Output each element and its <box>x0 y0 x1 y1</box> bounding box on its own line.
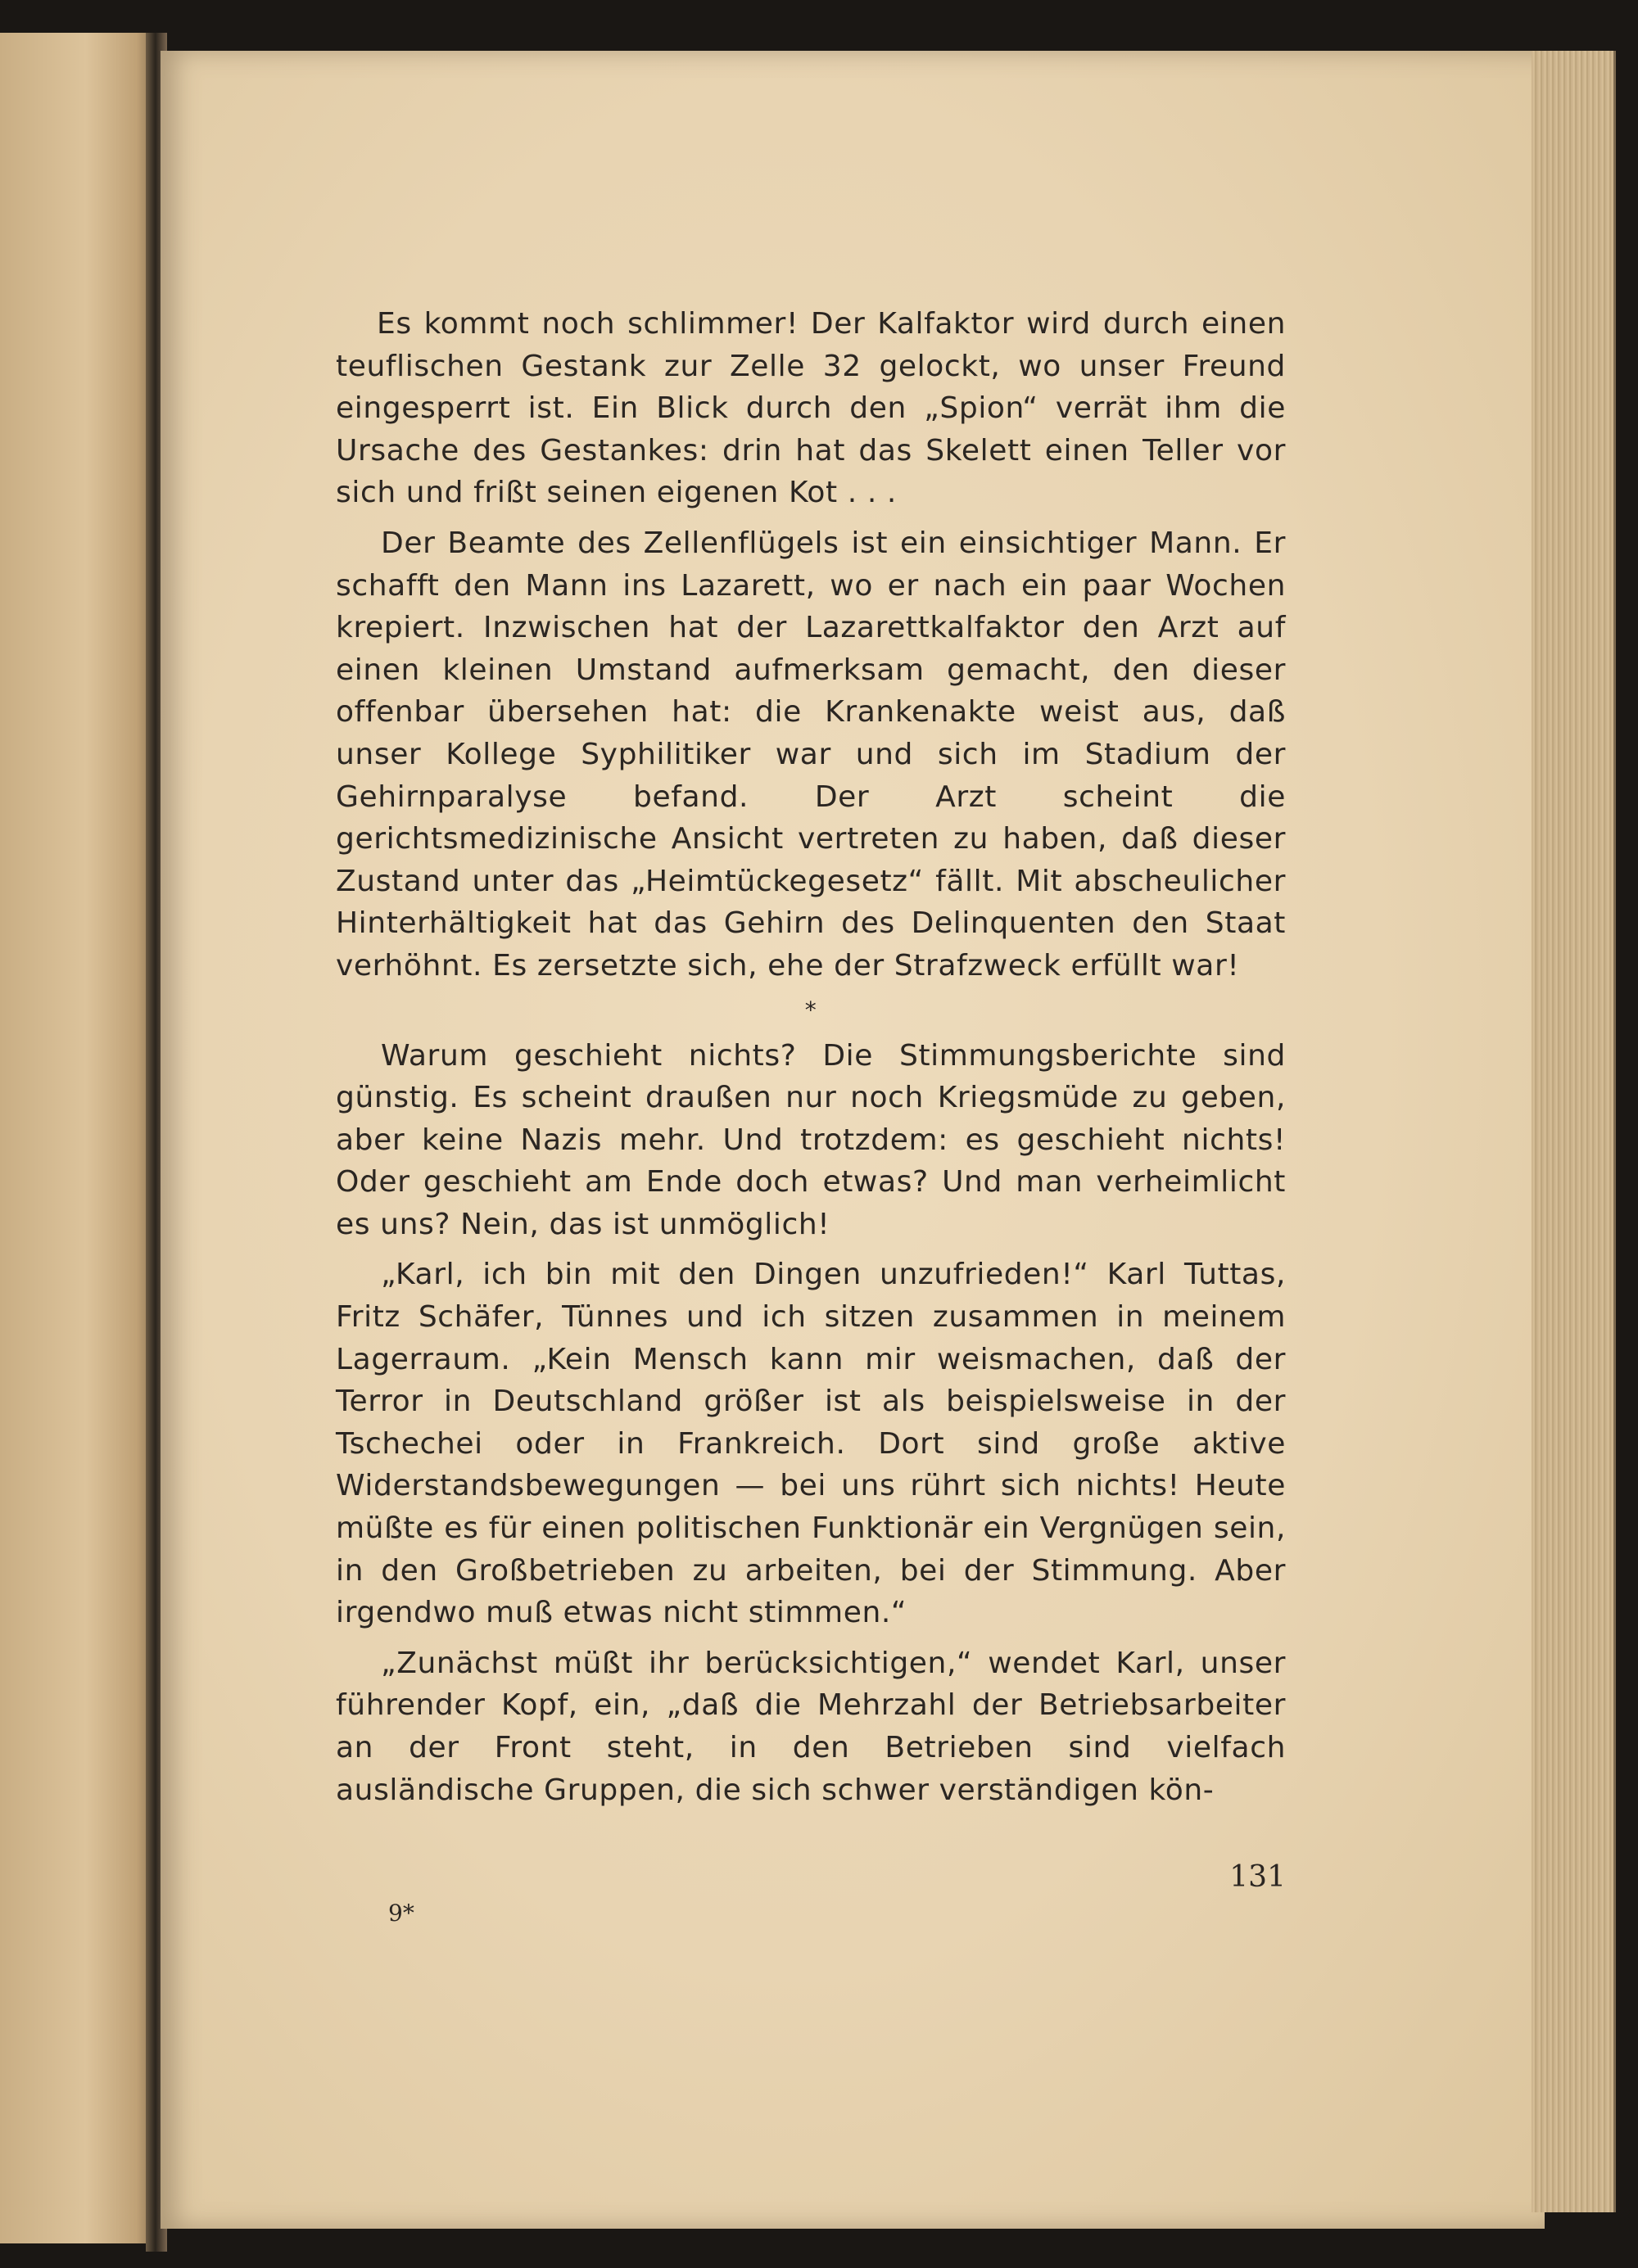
paragraph-4: „Karl, ich bin mit den Dingen unzufrieden!“ Karl Tuttas, Fritz Schäfer, Tünnes und ich sitzen zusammen in meinem Lagerraum. „Kein Mensch kann mir weismachen, daß der Terror in Deutschland größer ist als beispielsweise in der Tschechei oder in Frankreich. Dort sind große aktive Widerstandsbewegungen — bei uns rührt sich nichts! Heute müßte es für einen politischen Funktionär ein Vergnügen sein, in den Großbetrieben zu arbeiten, bei der Stimmung. Aber irgendwo muß etwas nicht stimmen.“ <box>336 1258 1286 1630</box>
paragraph-1: Es kommt noch schlimmer! Der Kalfaktor wird durch einen teuflischen Gestank zur Zelle 32 gelockt, wo unser Freund eingesperrt ist. Ein Blick durch den „Spion“ verrät ihm die Ursache des Gestankes: drin hat das Skelett einen Teller vor sich und frißt seinen eigenen Kot . . . <box>336 307 1286 510</box>
page-text <box>336 303 1286 1819</box>
section-break: * <box>804 996 817 1023</box>
paragraph-3: Warum geschieht nichts? Die Stimmungsberichte sind günstig. Es scheint draußen nur noch Kriegsmüde zu geben, aber keine Nazis mehr. Und trotzdem: es geschieht nichts! Oder geschieht am Ende doch etwas? Und man verheimlicht es uns? Nein, das ist unmöglich! <box>336 1038 1286 1241</box>
facing-left-page <box>0 33 156 2243</box>
signature-mark: 9* <box>388 1900 414 1927</box>
paragraph-2: Der Beamte des Zellenflügels ist ein einsichtiger Mann. Er schafft den Mann ins Lazarett, wo er nach ein paar Wochen krepiert. Inzwischen hat der Lazarettkalfaktor den Arzt auf einen kleinen Umstand aufmerksam gemacht, den dieser offenbar übersehen hat: die Krankenakte weist aus, daß unser Kollege Syphilitiker war und sich im Stadium der Gehirnparalyse befand. Der Arzt scheint die gerichtsmedizinische Ansicht vertreten zu haben, daß dieser Zustand unter das „Heimtückegesetz“ fällt. Mit abscheulicher Hinterhältigkeit hat das Gehirn des Delinquenten den Staat verhöhnt. Es zersetzte sich, ehe der Strafzweck erfüllt war! <box>336 526 1286 983</box>
paragraph-5: „Zunächst müßt ihr berücksichtigen,“ wendet Karl, unser führender Kopf, ein, „daß die Mehrzahl der Betriebsarbeiter an der Front steht, in den Betrieben sind vielfach ausländische Gruppen, die sich schwer verständigen kön- <box>336 1646 1286 1807</box>
page-edges <box>1532 51 1616 2212</box>
page-number: 131 <box>1229 1860 1286 1894</box>
